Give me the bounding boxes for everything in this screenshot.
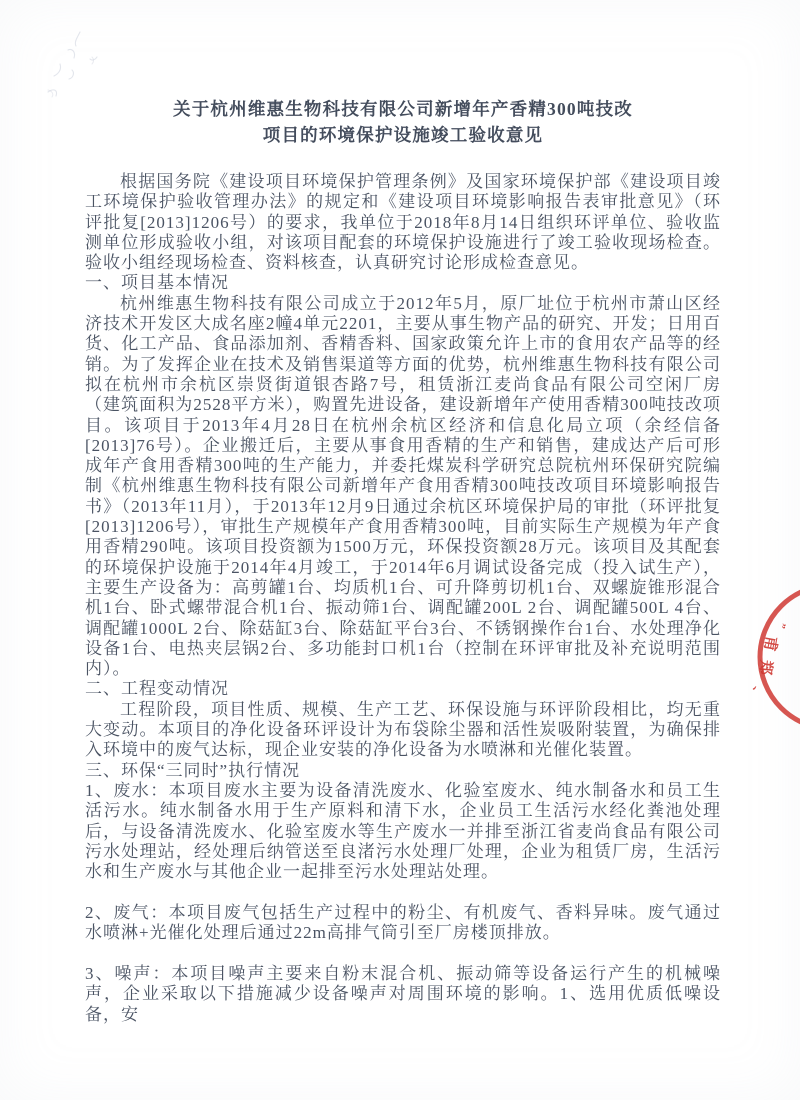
heading-section-3: 三、环保“三同时”执行情况 [85,760,301,780]
seal-glyph: 、 [751,686,765,699]
heading-section-1: 一、项目基本情况 [85,273,229,293]
item-noise: 3、噪声：本项目噪声主要来自粉末混合机、振动筛等设备运行产生的机械噪声，企业采取以下措施减少设备噪声对周围环境的影响。1、选用优质低噪设备，安 [85,963,721,1024]
item-wastewater: 1、废水：本项目废水主要为设备清洗废水、化验室废水、纯水制备水和员工生活污水。纯水制备水用于生产原料和清下水，企业员工生活污水经化粪池处理后，与设备清洗废水、化验室废水等生产废水一并排至浙江省麦尚食品有限公司污水处理站，经处理后纳管送至良渚污水处理厂处理，企业为租赁厂房，生活污水和生产废水与其他企业一起排至污水处理站处理。 [85,780,721,882]
document-body [85,96,721,1025]
red-seal-stamp-icon [740,572,800,742]
seal-glyph: 郑 [756,659,774,676]
seal-glyph: ” [774,621,788,630]
item-waste-gas: 2、废气：本项目废气包括生产过程中的粉尘、有机废气、香料异味。废气通过水喷淋+光催化处理后通过22m高排气筒引至厂房楼顶排放。 [85,902,721,943]
paragraph-intro: 根据国务院《建设项目环境保护管理条例》及国家环境保护部《建设项目竣工环境保护验收管理办法》的规定和《建设项目环境影响报告表审批意见》（环评批复[2013]1206号）的要求，我单位于2018年8月14日组织环评单位、验收监测单位形成验收小组，对该项目配套的环境保护设施进行了竣工验收现场检查。验收小组经现场检查、资料核查，认真研究讨论形成检查意见。 [85,172,721,273]
seal-glyph: 甫 [760,634,779,653]
heading-section-2: 二、工程变动情况 [85,679,229,699]
title-line-2: 项目的环境保护设施竣工验收意见 [262,125,544,145]
paragraph-project-basics: 杭州维惠生物科技有限公司成立于2012年5月，原厂址位于杭州市萧山区经济技术开发区大成名座2幢4单元2201，主要从事生物产品的研究、开发；日用百货、化工产品、食品添加剂、香精香料、国家政策允许上市的食用农产品等的经销。为了发挥企业在技术及销售渠道等方面的优势，杭州维惠生物科技有限公司拟在杭州市余杭区崇贤街道银杏路7号，租赁浙江麦尚食品有限公司空闲厂房（建筑面积为2528平方米），购置先进设备，建设新增年产使用香精300吨技改项目。该项目于2013年4月28日在杭州余杭区经济和信息化局立项（余经信备[2013]76号）。企业搬迁后，主要从事食用香精的生产和销售，建成达产后可形成年产食用香精300吨的生产能力，并委托煤炭科学研究总院杭州环保研究院编制《杭州维惠生物科技有限公司新增年产食用香精300吨技改项目环境影响报告书》（2013年11月），于2013年12月9日通过余杭区环境保护局的审批（环评批复[2013]1206号），审批生产规模年产食用香精300吨，目前实际生产规模为年产食用香精290吨。该项目投资额为1500万元，环保投资额28万元。该项目及其配套的环境保护设施于2014年4月竣工，于2014年6月调试设备完成（投入试生产），主要生产设备为：高剪罐1台、均质机1台、可升降剪切机1台、双螺旋锥形混合机1台、卧式螺带混合机1台、振动筛1台、调配罐200L 2台、调配罐500L 4台、调配罐1000L 2台、除菇缸3台、除菇缸平台3台、不锈钢操作台1台、水处理净化设备1台、电热夹层锅2台、多功能封口机1台（控制在环评审批及补充说明范围内）。 [85,293,721,679]
paragraph-project-changes: 工程阶段，项目性质、规模、生产工艺、环保设施与环评阶段相比，均无重大变动。本项目的净化设备环评设计为布袋除尘器和活性炭吸附装置，为确保排入环境中的废气达标，现企业安装的净化设备为水喷淋和光催化装置。 [85,699,721,760]
title-line-1: 关于杭州维惠生物科技有限公司新增年产香精300吨技改 [173,99,633,119]
document-title [85,96,721,148]
